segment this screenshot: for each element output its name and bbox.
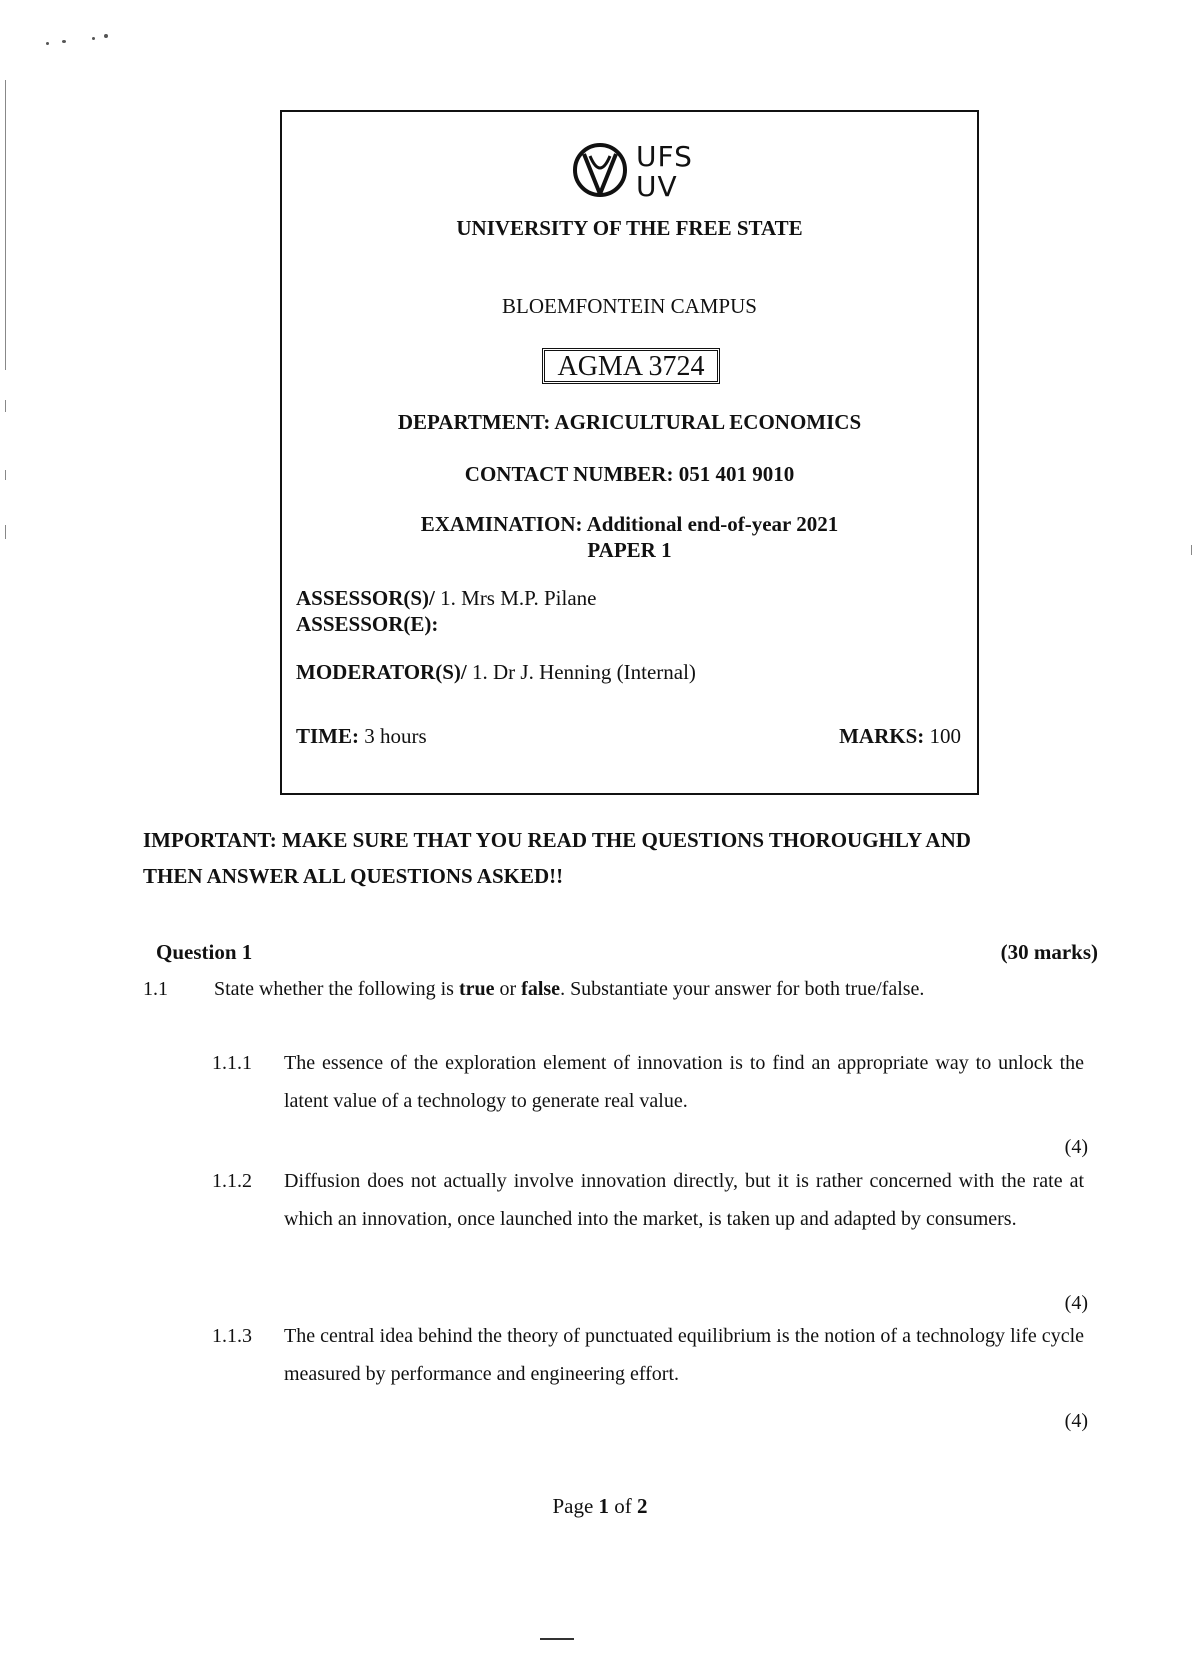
- campus-name: BLOEMFONTEIN CAMPUS: [502, 294, 757, 318]
- item-text: The essence of the exploration element of innovation is to find an appropriate way to unlock the latent value of a technology to generate real value.: [284, 1052, 1084, 1112]
- instruction-true: true: [458, 978, 495, 1000]
- question-title: Question 1: [156, 940, 253, 964]
- important-notice: [143, 822, 971, 894]
- time-value: 3 hours: [364, 724, 427, 748]
- logo-wordmark: [636, 142, 693, 202]
- logo-text-uv: UV: [636, 170, 678, 203]
- instruction-mid: or: [494, 978, 522, 1000]
- instruction-false: false: [521, 978, 561, 1000]
- paper-number: PAPER 1: [587, 538, 672, 562]
- scan-speck: [92, 37, 95, 40]
- scan-mark: [540, 1638, 574, 1640]
- marks-row: [839, 724, 961, 749]
- page-prefix: Page: [552, 1494, 599, 1518]
- cover-box: [280, 110, 979, 795]
- important-line-1: IMPORTANT: MAKE SURE THAT YOU READ THE QUESTIONS THOROUGHLY AND: [143, 828, 971, 852]
- moderator-value: 1. Dr J. Henning (Internal): [471, 660, 696, 684]
- assessor-value: 1. Mrs M.P. Pilane: [440, 586, 597, 610]
- moderator-label: MODERATOR(S)/: [296, 660, 467, 684]
- time-label: TIME:: [296, 724, 359, 748]
- moderator-row: [296, 660, 696, 685]
- scan-speck: [62, 40, 66, 43]
- item-text: The central idea behind the theory of punctuated equilibrium is the notion of a technology life cycle measured by performance and engineering effort.: [284, 1325, 1084, 1385]
- scan-edge-line: [5, 80, 6, 370]
- scan-edge-line: [5, 400, 6, 412]
- assessor-label-afrikaans: ASSESSOR(E):: [296, 612, 439, 636]
- scan-edge-line: [1191, 545, 1192, 555]
- examination: EXAMINATION: Additional end-of-year 2021: [420, 512, 839, 536]
- item-mark: (4): [1064, 1410, 1088, 1432]
- scan-edge-line: [5, 470, 6, 480]
- item-number: 1.1.1: [212, 1052, 252, 1074]
- department: DEPARTMENT: AGRICULTURAL ECONOMICS: [397, 410, 862, 434]
- scan-speck: [104, 34, 108, 38]
- assessor-row: [296, 586, 597, 611]
- page-total: 2: [637, 1494, 648, 1518]
- item-number: 1.1.3: [212, 1325, 252, 1347]
- marks-label: MARKS:: [839, 724, 925, 748]
- time-row: [296, 724, 427, 749]
- marks-value: 100: [929, 724, 961, 748]
- instruction-pre: State whether the following is: [214, 978, 459, 1000]
- university-logo: [570, 140, 700, 204]
- ufs-shield-icon: [570, 140, 636, 204]
- scan-edge-line: [5, 525, 6, 539]
- page-middle: of: [609, 1494, 638, 1518]
- university-name: UNIVERSITY OF THE FREE STATE: [456, 216, 803, 240]
- important-line-2: THEN ANSWER ALL QUESTIONS ASKED!!: [143, 864, 564, 888]
- page-current: 1: [598, 1494, 610, 1518]
- question-marks: (30 marks): [1000, 940, 1098, 964]
- item-mark: (4): [1064, 1136, 1088, 1158]
- instruction-post: . Substantiate your answer for both true/false.: [560, 978, 925, 1000]
- scan-speck: [46, 42, 49, 45]
- sub-question-instruction: [214, 978, 924, 1001]
- page-number: [0, 1494, 1200, 1519]
- contact-number: CONTACT NUMBER: 051 401 9010: [464, 462, 795, 486]
- logo-text-ufs: UFS: [636, 140, 693, 173]
- assessor-label: ASSESSOR(S)/: [296, 586, 435, 610]
- sub-question-number: 1.1: [143, 978, 168, 1000]
- item-text: Diffusion does not actually involve innovation directly, but it is rather concerned with the rate at which an innovation, once launched into the market, is taken up and adapted by consumers.: [284, 1170, 1084, 1230]
- item-mark: (4): [1064, 1292, 1088, 1314]
- item-number: 1.1.2: [212, 1170, 252, 1192]
- course-code: AGMA 3724: [542, 348, 720, 384]
